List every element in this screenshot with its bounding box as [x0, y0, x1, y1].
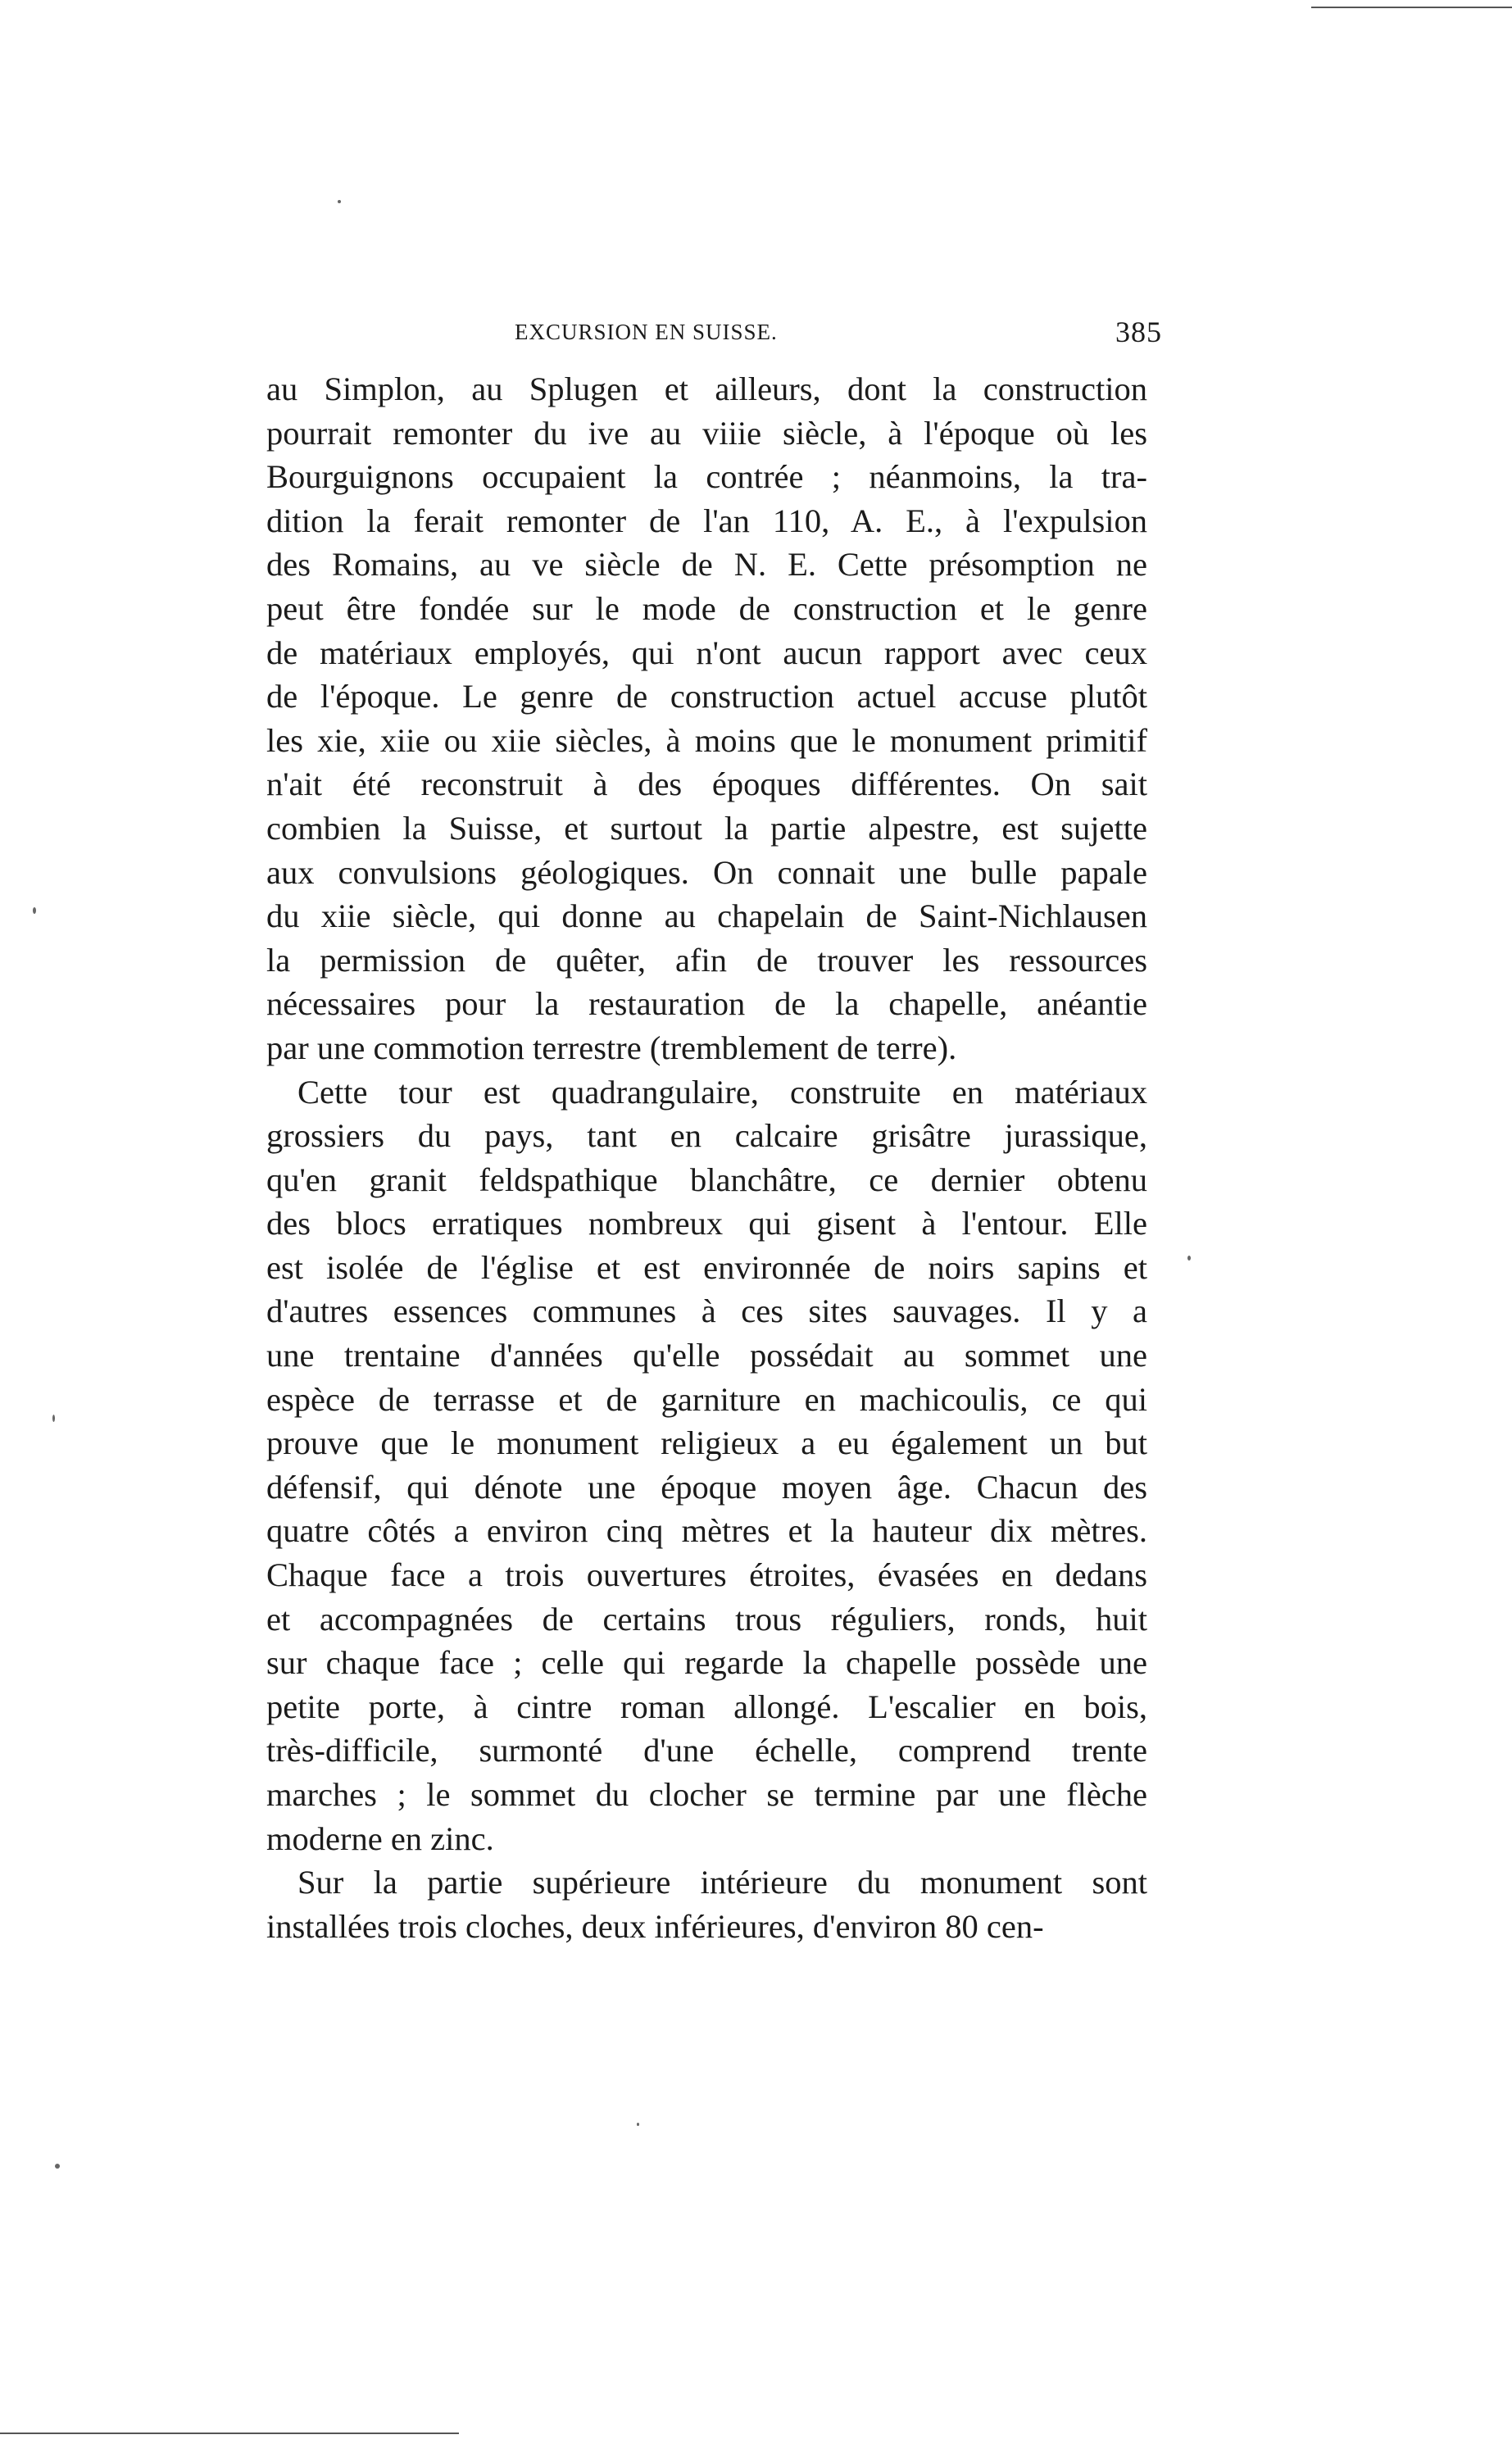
text-line: installées trois cloches, deux inférieures, d'environ 80 cen-	[266, 1907, 1044, 1945]
paragraph	[266, 1860, 1147, 1948]
text-line: de l'époque. Le genre de construction actuel accuse plutôt	[266, 678, 1147, 715]
running-header	[515, 315, 1162, 356]
text-line: les xie, xiie ou xiie siècles, à moins que le monument primitif	[266, 721, 1147, 759]
text-line: nécessaires pour la restauration de la chapelle, anéantie	[266, 985, 1147, 1023]
scan-edge-bottom	[0, 2433, 459, 2434]
text-line: au Simplon, au Splugen et ailleurs, dont la construction	[266, 370, 1147, 407]
text-line: d'autres essences communes à ces sites sauvages. Il y a	[266, 1292, 1147, 1330]
text-line: moderne en zinc.	[266, 1819, 494, 1857]
scan-speck	[338, 200, 341, 203]
paragraph	[266, 367, 1147, 1070]
running-title: EXCURSION EN SUISSE.	[515, 320, 778, 344]
text-line: du xiie siècle, qui donne au chapelain de Saint-Nichlausen	[266, 897, 1147, 935]
text-line: quatre côtés a environ cinq mètres et la hauteur dix mètres.	[266, 1512, 1147, 1550]
text-line: des Romains, au ve siècle de N. E. Cette présomption ne	[266, 546, 1147, 584]
text-line: marches ; le sommet du clocher se termine par une flèche	[266, 1776, 1147, 1813]
scan-speck	[1187, 1256, 1191, 1261]
text-line: grossiers du pays, tant en calcaire grisâtre jurassique,	[266, 1117, 1147, 1155]
text-line: par une commotion terrestre (tremblement de terre).	[266, 1029, 957, 1066]
text-line: des blocs erratiques nombreux qui gisent à l'entour. Elle	[266, 1205, 1147, 1242]
text-line: petite porte, à cintre roman allongé. L'escalier en bois,	[266, 1688, 1147, 1725]
body-text	[266, 367, 1147, 1948]
text-line: qu'en granit feldspathique blanchâtre, ce dernier obtenu	[266, 1161, 1147, 1198]
text-line: une trentaine d'années qu'elle possédait au sommet une	[266, 1337, 1147, 1374]
text-line: n'ait été reconstruit à des époques différentes. On sait	[266, 765, 1147, 803]
text-line: Cette tour est quadrangulaire, construite en matériaux	[297, 1073, 1147, 1111]
text-line: dition la ferait remonter de l'an 110, A. E., à l'expulsion	[266, 502, 1147, 539]
scan-speck	[33, 907, 36, 914]
text-line: prouve que le monument religieux a eu également un but	[266, 1424, 1147, 1462]
scan-speck	[55, 2164, 60, 2169]
text-line: Chaque face a trois ouvertures étroites, évasées en dedans	[266, 1556, 1147, 1594]
text-line: Sur la partie supérieure intérieure du monument sont	[297, 1864, 1147, 1901]
page-number: 385	[1115, 316, 1162, 348]
scan-speck	[52, 1415, 55, 1422]
text-line: combien la Suisse, et surtout la partie alpestre, est sujette	[266, 809, 1147, 847]
text-line: pourrait remonter du ive au viiie siècle, à l'époque où les	[266, 414, 1147, 452]
text-line: aux convulsions géologiques. On connait une bulle papale	[266, 853, 1147, 891]
text-line: espèce de terrasse et de garniture en machicoulis, ce qui	[266, 1380, 1147, 1418]
text-line: défensif, qui dénote une époque moyen âge. Chacun des	[266, 1468, 1147, 1506]
text-line: Bourguignons occupaient la contrée ; néanmoins, la tra-	[266, 458, 1147, 496]
text-line: et accompagnées de certains trous réguliers, ronds, huit	[266, 1600, 1147, 1638]
text-line: de matériaux employés, qui n'ont aucun rapport avec ceux	[266, 634, 1147, 671]
text-line: peut être fondée sur le mode de construction et le genre	[266, 589, 1147, 627]
paragraph	[266, 1070, 1147, 1861]
text-line: est isolée de l'église et est environnée de noirs sapins et	[266, 1248, 1147, 1286]
text-line: très-difficile, surmonté d'une échelle, comprend trente	[266, 1732, 1147, 1769]
scan-edge-top	[1311, 7, 1512, 8]
text-line: sur chaque face ; celle qui regarde la chapelle possède une	[266, 1644, 1147, 1682]
scan-speck	[637, 2123, 639, 2126]
text-line: la permission de quêter, afin de trouver les ressources	[266, 941, 1147, 979]
